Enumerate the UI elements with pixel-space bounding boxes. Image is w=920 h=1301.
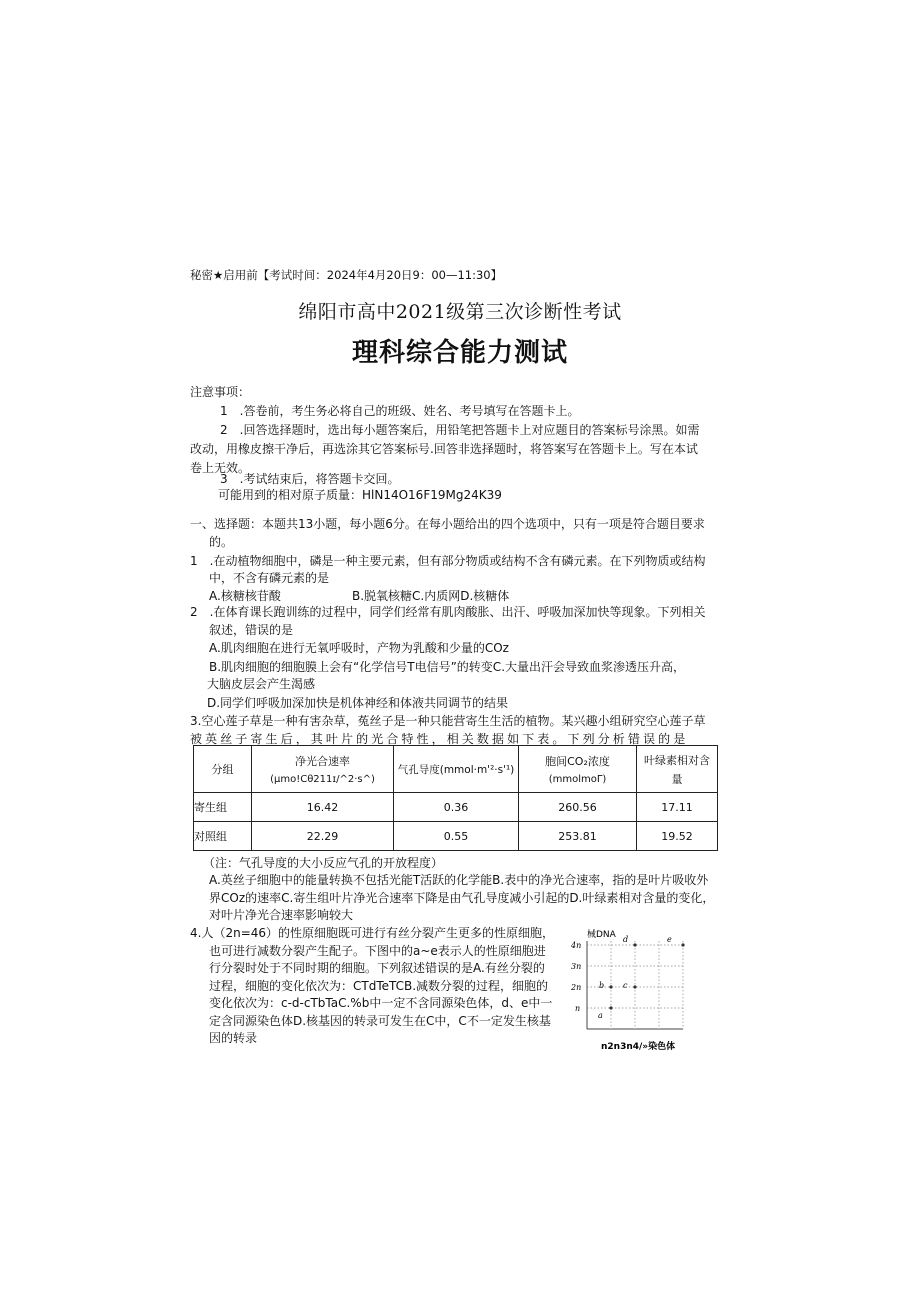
question-2-stem: 2 .在体育课长跑训练的过程中，同学们经常有肌肉酸胀、出汗、呼吸加深加快等现象。下列相关 — [190, 605, 706, 619]
question-2-option-d: D.同学们呼吸加深加快是机体神经和体液共同调节的结果 — [207, 696, 509, 710]
question-3-stem-cont: 被英丝子寄生后，其叶片的光合特性，相关数据如下表。下列分析错误的是 — [190, 732, 689, 746]
question-3-options-cont: 对叶片净光合速率影响较大 — [209, 908, 354, 922]
table-cell: 寄生组 — [194, 793, 252, 822]
table-cell: 253.81 — [519, 822, 637, 851]
table-cell: 0.36 — [394, 793, 519, 822]
notice-title: 注意事项： — [190, 385, 251, 399]
table-cell: 22.29 — [252, 822, 394, 851]
figure-y-axis-label: 械DNA — [587, 930, 616, 940]
notice-item: 1 .答卷前，考生务必将自己的班级、姓名、考号填写在答题卡上。 — [220, 404, 580, 418]
question-1-stem: 1 .在动植物细胞中，磷是一种主要元素，但有部分物质或结构不含有磷元素。在下列物质或结构 — [190, 554, 706, 568]
question-3-stem: 3.空心莲子草是一种有害杂草，菟丝子是一种只能营寄生生活的植物。某兴趣小组研究空心莲子草 — [190, 714, 706, 728]
table-cell: 16.42 — [252, 793, 394, 822]
point-c — [633, 985, 636, 988]
table-cell: 19.52 — [637, 822, 718, 851]
question-1-stem-cont: 中，不含有磷元素的是 — [209, 571, 330, 585]
table-cell: 0.55 — [394, 822, 519, 851]
table-row — [194, 822, 718, 851]
point-c-label: c — [623, 981, 628, 990]
question-2-stem-cont: 叙述，错误的是 — [209, 623, 294, 637]
table-header-cell: 净光合速率 (μmo!Cθ211ɪ/^2·s^) — [252, 746, 394, 793]
question-4-stem: 4.人（2n=46）的性原细胞既可进行有丝分裂产生更多的性原细胞， — [190, 926, 555, 940]
figure-y-tick: n — [575, 1004, 581, 1013]
question-1-option-a: A.核糖核苷酸 — [209, 589, 281, 603]
dna-chromosome-figure — [565, 925, 700, 1055]
question-3-options-cont: 界COz的速率C.寄生组叶片净光合速率下降是由气孔导度减小引起的D.叶绿素相对含量的变化， — [209, 891, 715, 905]
section-heading-cont: 的。 — [209, 535, 234, 549]
question-1-options-bcd: B.脱氧核糖C.内质网D.核糖体 — [352, 589, 510, 603]
table-header-cell: 分组 — [194, 746, 252, 793]
question-2-option-a: A.肌肉细胞在进行无氧呼吸时，产物为乳酸和少量的COz — [209, 641, 509, 655]
exam-title: 绵阳市高中2021级第三次诊断性考试 — [298, 301, 622, 323]
notice-item: 3 .考试结束后，将答题卡交回。 — [220, 472, 400, 486]
point-e — [681, 943, 684, 946]
figure-x-axis-label: n2n3n4/»染色体 — [601, 1042, 676, 1052]
table-header-cell: 叶绿素相对含 量 — [637, 746, 718, 793]
question-4-stem-cont: 定含同源染色体D.核基因的转录可发生在C中，C不一定发生核基 — [209, 1014, 551, 1028]
point-b — [609, 985, 612, 988]
table-header-cell: 气孔导度(mmol·m'²·s'¹) — [394, 746, 519, 793]
figure-y-tick: 2n — [571, 983, 582, 992]
question-3-options: A.英丝子细胞中的能量转换不包括光能T活跃的化学能B.表中的净光合速率，指的是叶片吸收外 — [209, 873, 709, 887]
notice-item: 卷上无效。 — [190, 461, 251, 475]
point-e-label: e — [667, 935, 672, 944]
question-4-stem-cont: 变化依次为：c-d-cTbTaC.%b中一定不含同源染色体，d、e中一 — [209, 996, 553, 1010]
point-a — [609, 1006, 612, 1009]
table-header-cell: 胞间CO₂浓度 (mmolmoΓ) — [519, 746, 637, 793]
notice-item: 2 .回答选择题时，选出每小题答案后，用铅笔把答题卡上对应题目的答案标号涂黑。如需 — [220, 423, 700, 437]
point-d-label: d — [623, 935, 629, 944]
figure-y-tick: 4n — [571, 941, 582, 950]
question-2-options-bc: B.肌肉细胞的细胞膜上会有“化学信号T电信号”的转变C.大量出汗会导致血浆渗透压升高， — [209, 660, 686, 674]
atomic-mass-line: 可能用到的相对原子质量：HlN14O16F19Mg24K39 — [218, 488, 502, 502]
table-cell: 260.56 — [519, 793, 637, 822]
confidential-exam-time: 秘密★启用前【考试时间：2024年4月20日9：00—11:30】 — [190, 268, 503, 282]
table-cell: 对照组 — [194, 822, 252, 851]
notice-item: 改动，用橡皮擦干净后，再选涂其它答案标号.回答非选择题时，将答案写在答题卡上。写在本试 — [190, 442, 698, 456]
question-2-options-bc-cont: 大脑皮层会产生渴感 — [207, 677, 316, 691]
figure-y-tick: 3n — [571, 962, 582, 971]
question-4-stem-cont: 过程，细胞的变化依次为：CTdTeTCB.减数分裂的过程，细胞的 — [209, 979, 549, 993]
data-table — [193, 745, 718, 851]
question-4-stem-cont: 因的转录 — [209, 1031, 258, 1045]
section-heading: 一、选择题：本题共13小题，每小题6分。在每小题给出的四个选项中，只有一项是符合题目要求 — [190, 517, 705, 531]
point-a-label: a — [598, 1011, 603, 1020]
table-header-row — [194, 746, 718, 793]
question-4-stem-cont: 也可进行减数分裂产生配子。下图中的a~e表示人的性原细胞进 — [209, 944, 546, 958]
table-row — [194, 793, 718, 822]
table-note: （注：气孔导度的大小反应气孔的开放程度） — [203, 856, 444, 870]
question-4-stem-cont: 行分裂时处于不同时期的细胞。下列叙述错误的是A.有丝分裂的 — [209, 961, 545, 975]
subject-title: 理科综合能力测试 — [351, 338, 568, 368]
table-cell: 17.11 — [637, 793, 718, 822]
point-d — [633, 943, 636, 946]
point-b-label: b — [599, 981, 605, 990]
